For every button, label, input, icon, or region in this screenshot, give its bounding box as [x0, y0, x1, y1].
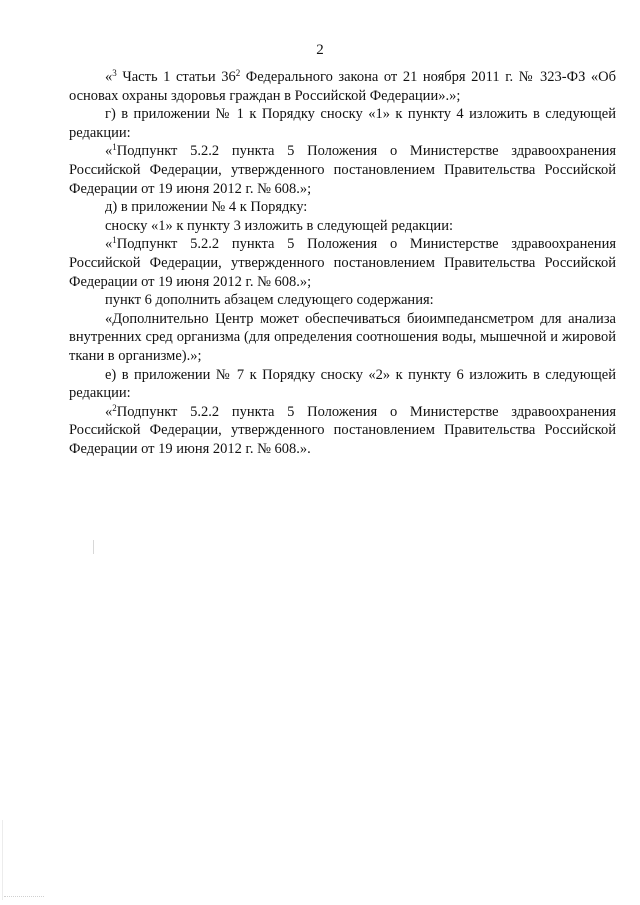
paragraph-footnote-3: [69, 68, 616, 105]
opening-quote: «: [105, 236, 113, 253]
paragraph-text: Подпункт 5.2.2 пункта 5 Положения о Министерстве здравоохранения Российской Федерации, утвержденного постановлением Правительства Российской Федерации от 19 июня 2012 г. № 608.».: [69, 403, 616, 457]
article-superscript: 2: [235, 68, 241, 78]
paragraph-footnote-1: [69, 142, 616, 198]
footnote-mark: 1: [112, 235, 117, 246]
paragraph-footnote-2: [69, 403, 616, 459]
document-body: [69, 68, 616, 458]
paragraph-point-6-instruction: пункт 6 дополнить абзацем следующего содержания:: [105, 292, 434, 309]
paragraph-footnote-instruction: сноску «1» к пункту 3 изложить в следующей редакции:: [105, 217, 453, 234]
paragraph-text: Часть 1 статьи 36: [116, 69, 236, 85]
scan-dots-artifact: [4, 896, 44, 899]
scan-artifact: [93, 540, 94, 554]
scan-edge-artifact: [2, 820, 3, 900]
paragraph-point-6-addition: «Дополнительно Центр может обеспечиваться биоимпедансметром для анализа внутренних сред организма (для определения соотношения воды, мышечной и жировой ткани в организме).»;: [69, 310, 616, 364]
paragraph-text: Федерального закона от 21 ноября 2011 г. № 323-ФЗ «Об основах охраны здоровья граждан в Российской Федерации».»;: [69, 69, 616, 104]
paragraph-footnote-1-second: [69, 235, 616, 291]
paragraph-item-g: г) в приложении № 1 к Порядку сноску «1» к пункту 4 изложить в следующей редакции:: [69, 106, 616, 141]
footnote-mark: 1: [112, 142, 117, 153]
paragraph-item-d: д) в приложении № 4 к Порядку:: [105, 199, 308, 216]
opening-quote: «: [105, 69, 113, 85]
opening-quote: «: [105, 403, 113, 420]
opening-quote: «: [105, 143, 113, 160]
paragraph-text: Подпункт 5.2.2 пункта 5 Положения о Министерстве здравоохранения Российской Федерации, утвержденного постановлением Правительства Российской Федерации от 19 июня 2012 г. № 608.»;: [69, 143, 616, 197]
paragraph-item-e: е) в приложении № 7 к Порядку сноску «2» к пункту 6 изложить в следующей редакции:: [69, 366, 616, 402]
paragraph-text: Подпункт 5.2.2 пункта 5 Положения о Министерстве здравоохранения Российской Федерации, утвержденного постановлением Правительства Российской Федерации от 19 июня 2012 г. № 608.»;: [69, 236, 616, 290]
footnote-mark: 2: [112, 402, 117, 413]
page-number: 2: [316, 42, 324, 58]
footnote-mark: 3: [112, 68, 117, 78]
